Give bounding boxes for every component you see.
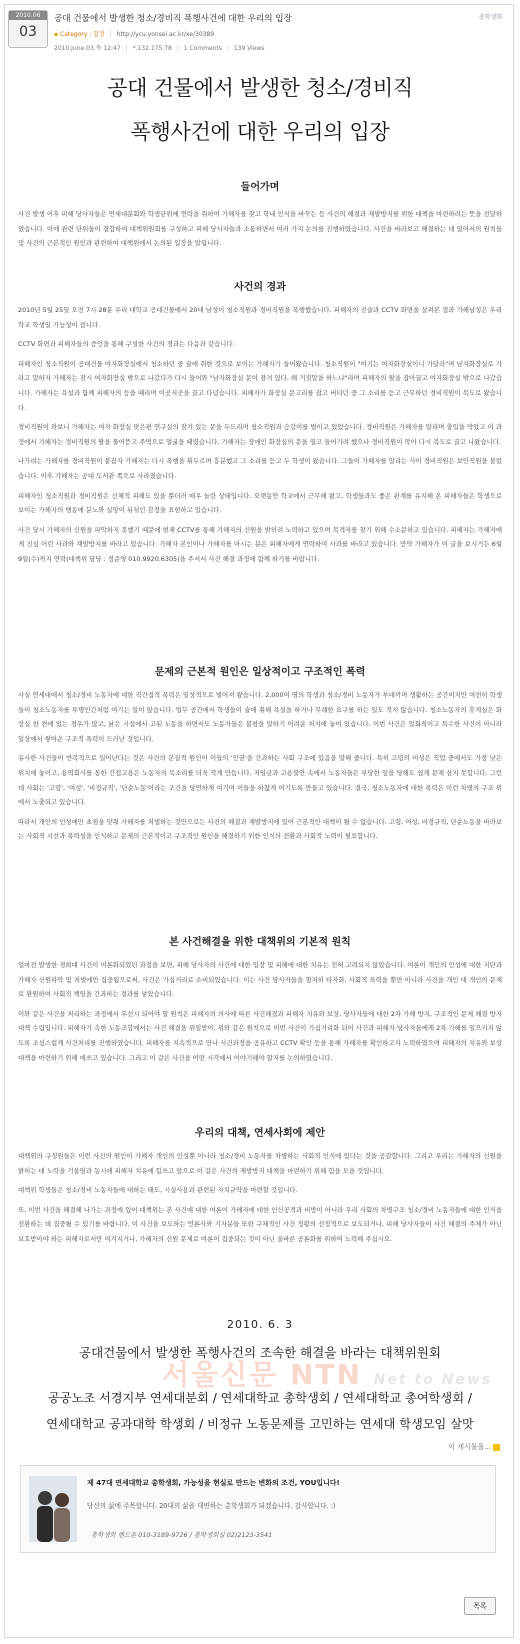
post-title[interactable]: 공대 건물에서 발생한 청소/경비직 폭행사건에 대한 우리의 입장 — [54, 14, 292, 24]
paragraph: 대책위의 구성원들은 이번 사건의 원인이 가해자 개인의 인성뿐 아니라 청소/경비 노동자를 차별하는 사회적 인식에 있다는 것을 공감합니다. 그리고 우리는 가해자의 신원을 밝히는 데 노력을 기울임과 동시에 피해자 치유에 힘쓰고 앞으로 이 같은 사건의 재발방지 대책을 마련하기 위해 힘을 모을 것입니다. — [18, 1152, 502, 1175]
paragraph: 사건 발생 이후 피해 당사자들은 연세대분회와 학생단위에 연락을 취하여 가해자를 찾고 학내 인식을 바꾸는 등 사건의 해결과 재발방지를 위한 대책을 마련하려는 뜻을 전달하였습니다. 이에 관련 단위들이 결합하여 대책위원회를 구성하고 피해 당사자들과 소통하면서 여러 가지 논의를 진행하였습니다. 사건을 바라보고 해결하는 데 있어서의 원칙들 및 사건의 근본적인 원인과 관련하여 대책위에서 논의된 입장을 알립니다. — [18, 210, 502, 248]
paragraph: 대책위 학생들은 청소/경비 노동자들에 대하는 태도, 시설사용과 관련된 자치규약을 마련할 것입니다. — [18, 1186, 298, 1195]
post-actions-link[interactable]: 이 게시물을... — [448, 1442, 500, 1452]
category-label: Category : — [60, 31, 92, 38]
banner-message: 당신의 삶에 주목합니다. 20대의 삶을 대변하는 총학생회가 되겠습니다. 감사합니다. :) — [87, 1502, 336, 1510]
board-category-link[interactable]: 총학생회 — [478, 14, 502, 21]
post-year-month: 2010.06 — [9, 11, 47, 20]
signatory-line: 연세대학교 공과대학 학생회 / 비정규 노동문제를 고민하는 연세대 학생모임 살맛 — [46, 1417, 474, 1431]
section-proposal — [18, 1124, 502, 1252]
paragraph: 나가려는 가해자를 경비직원이 붙잡자 가해자는 다시 폭행을 휘두르며 흥분했고 그 소리를 듣고 두 학생이 왔습니다. 그들이 가해자를 말리는 사이 경비직원은 보안직원을 불렀습니다. 이후 가해자는 공대 도서관 쪽으로 사라졌습니다. — [18, 457, 502, 480]
council-photo — [29, 1476, 77, 1542]
list-button[interactable]: 목록 — [464, 1597, 496, 1615]
section-root-cause — [18, 663, 502, 849]
separator: | — [109, 31, 112, 38]
section-intro — [18, 178, 502, 256]
committee-name: 공대건물에서 발생한 폭행사건의 조속한 해결을 바라는 대책위원회 — [79, 1345, 441, 1360]
paragraph: 사건 당시 가해자의 신원을 파악하지 못했기 때문에 현재 CCTV를 통해 가해자의 신원을 밝히려 노력하고 있으며 목격자를 찾기 위해 수소문하고 있습니다. 피해자는 가해자에게 진심 어린 사과와 재발방지를 바라고 있습니다. 가해자 본인이나 가해자를 아시는 분은 피해자에게 연락하여 사과를 바라고 있습니다. 만약 가해자가 이 글을 보시거든 6월 9일(수)까지 연락(대책위 담당 : 정준영 010.9920.6305)을 주셔서 사건 해결 과정에 함께 하기를 바랍니다. — [18, 525, 502, 563]
section-title: 문제의 근본적 원인은 일상적이고 구조적인 폭력 — [154, 667, 366, 678]
post-meta-line-1 — [54, 29, 214, 38]
separator: | — [176, 45, 179, 52]
watermark-main: 서울신문 NTN — [162, 1358, 362, 1391]
post-date-badge — [8, 10, 48, 48]
post-url[interactable]: http://ycu.yonsei.ac.kr/xe/30389 — [116, 31, 215, 38]
statement-date: 2010. 6. 3 — [227, 1318, 293, 1331]
watermark-sub: Net to News — [373, 1372, 493, 1388]
paragraph: CCTV 화면과 피해자들의 증언을 통해 구성한 사건의 경과는 다음과 같습니다. — [18, 340, 235, 349]
paragraph: 이와 같은 사건을 처리하는 과정에서 우선시 되어야 할 원칙은 피해자의 의사에 따른 사건해결과 피해자 치유와 보상, 당사자들에 대한 2차 가해 방지, 구조적인 문제 해결 방지 대책 수립입니다. 피해자가 속한 노동조합에서는 사건 해결을 위임받아, 위와 같은 원칙으로 이번 사건이 가십거리화 되어 사건과 피해자 당사자들에게 2차 가해를 일으키지 않도록 조심스럽게 사건처리를 진행하였습니다. 피해자를 지속적으로 만나 사건과정을 공유하고 CCTV 확인 등을 통해 가해자를 확인하고자 노력하였으며 피해자의 치유와 보상대책을 마련하기 위해 애쓰고 있습니다. 그리고 이 같은 사건을 어떤 시각에서 이야기해야 할지를 논의하였습니다. — [18, 1009, 502, 1062]
paragraph: 또, 이번 사건을 해결해 나가는 과정에 있어 대책위는 본 사건에 대한 여론이 가해자에 대한 인신공격과 비방이 아니라 우리 사회의 차별구조 청소/경비 노동자들에 대한 인식을 전환하는 데 집중될 수 있기를 바랍니다. 이 사건을 보도하는 언론사와 기자분들 또한 구체적인 사건 정황의 선정적으로 보도되거나, 피해 당사자들이 사건 해결의 주체가 아닌 보호받아야 하는 피해자로서만 여겨지거나, 가해자의 신원 문제로 여론이 집중되는 것이 아닌 올바른 공론화를 위하여 노력해 주십시오. — [18, 1205, 502, 1243]
post-ip: *.132.175.78 — [132, 45, 172, 52]
post-day: 03 — [19, 24, 37, 40]
post-actions-icon — [493, 1444, 500, 1451]
headline-line: 폭행사건에 대한 우리의 입장 — [130, 120, 390, 144]
paragraph: 2010년 5월 25일 오전 7시 28분 우리 대학교 공대건물에서 20대 남성이 청소직원과 경비직원을 폭행했습니다. 피해자의 진술과 CCTV 화면을 살펴본 결과 가해남성은 우리 학교 학생일 가능성이 큽니다. — [18, 306, 502, 329]
paragraph: 피해자인 청소직원이 공대건물 여자화장실에서 청소하던 중 술에 취한 것으로 보이는 가해자가 들어왔습니다. 청소직원이 "여기는 여자화장실이니 가달라"며 남자화장실로 가라고 말하자 가해자는 잠시 여자화장실 밖으로 나갔다가 다시 들어와 "남자화장실 문이 잠겨 있다. 왜 거짓말을 하느냐"라며 피해자의 팔을 잡아끌고 여자화장실 밖으로 나갔습니다. 가해자는 욕설과 함께 피해자의 등을 때리며 이곳저곳을 끌고 다녔습니다. 피해자가 화장실 문고리를 잡고 버티던 중 그 소리를 듣고 근무하던 경비직원이 복도로 왔습니다. — [18, 359, 502, 412]
separator: | — [226, 45, 229, 52]
section-title: 우리의 대책, 연세사회에 제안 — [194, 1128, 326, 1139]
folder-icon: ▪ — [54, 31, 59, 38]
banner-contact: 총학생회 핸드폰 010-3189-9726 / 총학생회실 02)2123-3541 — [91, 1531, 273, 1539]
signatories — [14, 1385, 506, 1437]
article-headline — [20, 66, 500, 154]
signatory-line: 공공노조 서경지부 연세대분회 / 연세대학교 총학생회 / 연세대학교 총여학생회 / — [48, 1391, 472, 1405]
category-link[interactable]: 입장 — [93, 31, 105, 38]
section-title: 사건의 경과 — [234, 282, 286, 293]
paragraph: 사실 연세대에서 청소/경비 노동자에 대한 직간접적 폭력은 일상적으로 벌어져 왔습니다. 2,000여 명의 학생과 청소/경비 노동자가 부대끼며 생활하는 공간이지만 여전히 학생들이 청소노동자를 투명인간처럼 여기는 일이 많습니다. 업무 공간에서 학생들이 술에 취해 욕설을 하거나 무례한 요구를 하는 일도 적지 않습니다. 청소노동자의 휴게실은 화장실 한 켠에 있는 경우가 많고, 낡은 시설에서 고된 노동을 하면서도 노동자들은 불평을 말하기 어려운 처지에 놓여 있습니다. 이번 사건은 일회적이고 특수한 사건이 아니라 일상에서 쌓여온 구조적 폭력이 드러난 것입니다. — [18, 691, 502, 743]
comments-link[interactable]: 1 Comments — [183, 45, 222, 52]
paragraph: 경비직원이 와보니 가해자는 여자 화장실 맞은편 연구실의 잠겨 있는 문을 두드리며 청소직원과 승강이를 벌이고 있었습니다. 경비직원은 가해자를 말리며 출입을 막았고 이 과정에서 가해자는 경비직원의 팔을 물어뜯고 주먹으로 얼굴을 때렸습니다. 가해자는 장애인 화장실의 문을 열고 들어가려 했으나 경비직원이 막아 다시 복도로 끌고 나왔습니다. — [18, 423, 502, 446]
paragraph: 따라서 개인의 인성에만 초점을 맞춰 가해자를 처벌하는 것만으로는 사건의 해결과 재발방지에 있어 근본적인 대책이 될 수 없습니다. 고령, 여성, 비정규직, 단순노동을 바라보는 사회적 시선과 폭력성을 인식하고 문제의 근본적이고 구조적인 원인을 해결하기 위한 인식의 전환과 사회적 노력이 필요합니다. — [18, 817, 502, 841]
paragraph: 유사한 사건들이 반복적으로 일어난다는 것은 사건의 본질적 원인이 이들의 '인권'을 간과하는 사회 구조에 있음을 말해 줍니다. 특히 고령의 여성은 직업 중에서도 가장 낮은 위치에 놓이고, 용역회사를 통한 간접고용은 노동자의 목소리를 더욱 작게 만듭니다. 저임금과 고용불안 속에서 노동자들은 부당한 일을 당해도 쉽게 문제 삼지 못합니다. 그런데 사회는 '고령', '여성', '비정규직', '단순노동'이라는 조건을 당연하게 여기며 이들을 하찮게 여기도록 만들고 있습니다. 결국, 청소노동자에 대한 폭력은 이런 차별의 구조 위에서 노출되고 있습니다. — [18, 754, 502, 807]
headline-line: 공대 건물에서 발생한 청소/경비직 — [107, 76, 413, 100]
views-count: 139 Views — [233, 45, 265, 52]
separator: | — [125, 45, 128, 52]
section-timeline — [18, 278, 502, 572]
banner-title: 제 47대 연세대학교 총학생회, 가능성을 현실로 만드는 변화의 조건, YOU입니다! — [87, 1479, 340, 1487]
signature-banner — [20, 1465, 496, 1553]
post-meta-line-2 — [54, 43, 265, 52]
post-datetime: 2010.June.03.목 12:47 — [54, 45, 121, 52]
section-principles — [18, 933, 502, 1070]
section-title: 들어가며 — [240, 182, 280, 193]
paragraph: 피해자인 청소직원과 경비직원은 신체적 피해도 있을 뿐더러 매우 놀란 상태입니다. 오랫동안 학교에서 근무해 왔고, 학생들과도 좋은 관계를 유지해 온 피해자들은 학생으로 보이는 가해자의 행동에 분노와 실망이 뒤섞인 감정을 표현하고 있습니다. — [18, 491, 502, 515]
section-title: 본 사건해결을 위한 대책위의 기본적 원칙 — [169, 937, 351, 948]
paragraph: 얼마전 발생한 경희대 사건이 여론화되었던 과정을 보면, 피해 당사자의 사건에 대한 입장 및 피해에 대한 치유는 전혀 고려되지 않았습니다. 여론이 개인의 인성에 대한 지탄과 가해자 신원파악 및 처벌에만 집중됨으로써, 사건은 가십거리로 소비되었습니다. 이는 사건 당사자들을 철저히 타자화, 사회적 폭력을 뿐만 아니라 사건을 개인 대 개인의 문제로 환원하여 사회적 책임을 간과하는 결과를 낳았습니다. — [18, 961, 502, 999]
